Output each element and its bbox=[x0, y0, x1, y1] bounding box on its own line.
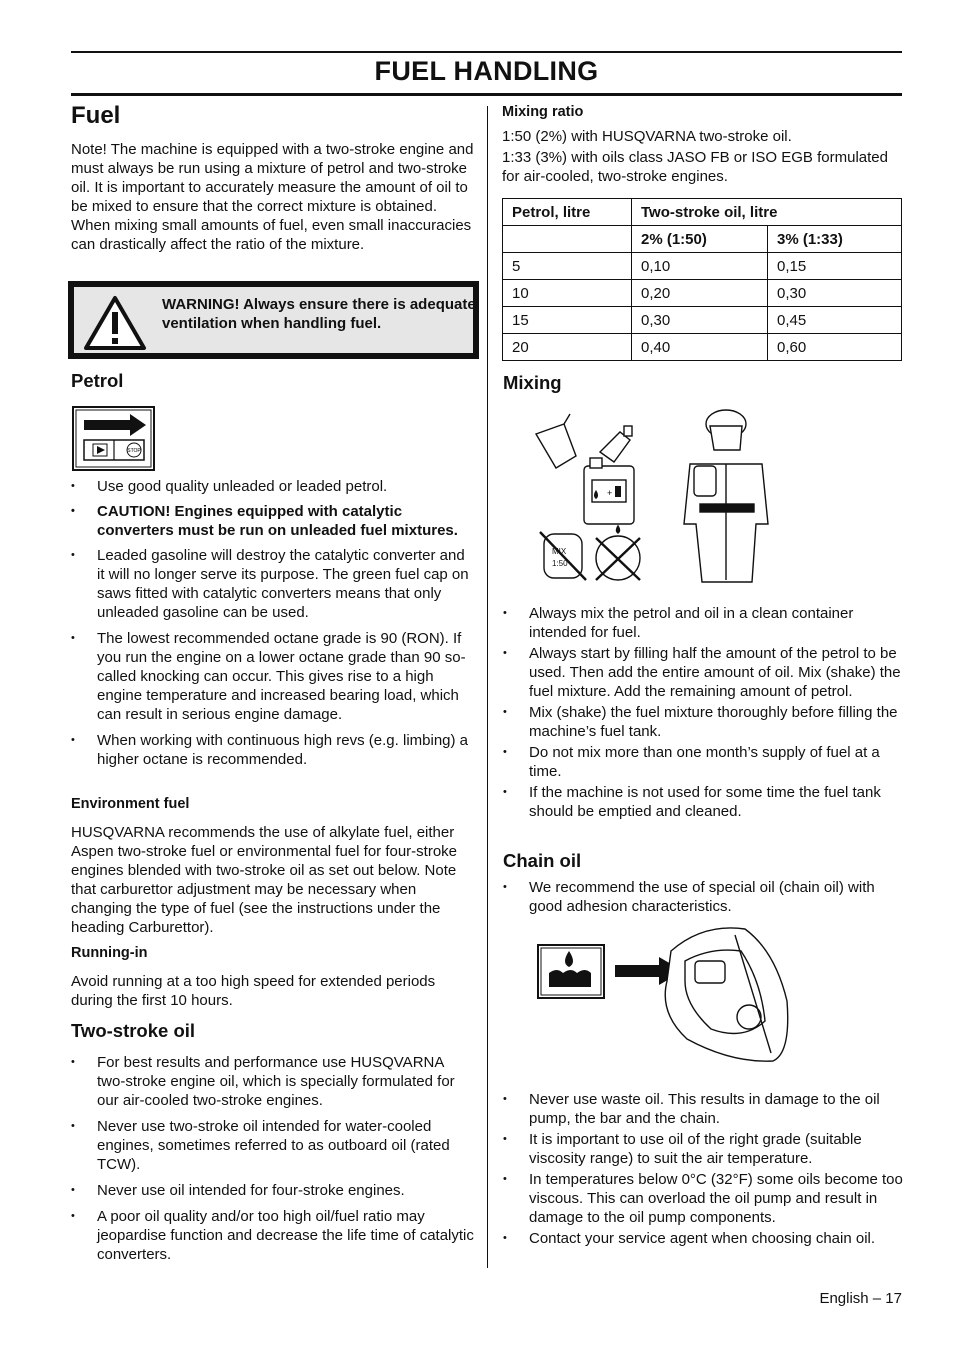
list-item: • Always mix the petrol and oil in a clean container intended for fuel. bbox=[503, 604, 903, 642]
table-cell: 0,30 bbox=[632, 307, 768, 334]
list-item: • We recommend the use of special oil (chain oil) with good adhesion characteristics. bbox=[503, 878, 903, 916]
mixing-ratio-line-1: 1:50 (2%) with HUSQVARNA two-stroke oil. bbox=[502, 128, 792, 145]
list-item: • In temperatures below 0°C (32°F) some oils become too viscous. This can overload the oil pump and result in damage to the oil pump components. bbox=[503, 1170, 903, 1227]
warning-triangle-icon bbox=[83, 294, 147, 352]
mix-label: MIX bbox=[552, 547, 567, 556]
table-cell bbox=[503, 226, 632, 253]
chain-icon bbox=[549, 970, 591, 987]
list-item: • Use good quality unleaded or leaded petrol. bbox=[71, 477, 474, 496]
list-item: • Never use waste oil. This results in damage to the oil pump, the bar and the chain. bbox=[503, 1090, 903, 1128]
table-subheader-row bbox=[503, 226, 902, 253]
list-item: • Do not mix more than one month’s supply of fuel at a time. bbox=[503, 743, 903, 781]
list-item: • A poor oil quality and/or too high oil/fuel ratio may jeopardise function and decrease the life time of catalytic converters. bbox=[71, 1207, 474, 1264]
table-row bbox=[503, 280, 902, 307]
list-item: • Contact your service agent when choosing chain oil. bbox=[503, 1229, 903, 1248]
table-header-cell: Two-stroke oil, litre bbox=[632, 199, 902, 226]
list-item: • Leaded gasoline will destroy the catalytic converter and it will no longer serve its purpose. The green fuel cap on saws fitted with catalytic converters means that only unleaded gasoline can be used. bbox=[71, 546, 474, 622]
list-item: • Never use two-stroke oil intended for water-cooled engines, sometimes referred to as outboard oil (rated TCW). bbox=[71, 1117, 474, 1174]
table-cell: 0,30 bbox=[768, 280, 902, 307]
table-cell: 0,15 bbox=[768, 253, 902, 280]
running-in-heading: Running-in bbox=[71, 945, 148, 961]
page-footer: English – 17 bbox=[819, 1290, 902, 1307]
table-cell: 20 bbox=[503, 334, 632, 361]
two-stroke-oil-bullets bbox=[71, 1053, 474, 1264]
list-item: • Always start by filling half the amount of the petrol to be used. Then add the entire amount of oil. Mix (shake) the fuel mixture. Add the remaining amount of petrol. bbox=[503, 644, 903, 701]
fuel-mixing-illustration bbox=[530, 404, 790, 594]
top-rule bbox=[71, 51, 902, 53]
svg-text:STOP: STOP bbox=[127, 448, 141, 454]
list-item: • CAUTION! Engines equipped with catalytic converters must be run on unleaded fuel mixtures. bbox=[71, 502, 474, 540]
mixing-bullets bbox=[503, 604, 903, 821]
table-cell: 15 bbox=[503, 307, 632, 334]
fuel-heading: Fuel bbox=[71, 102, 121, 129]
fuel-mixture-table bbox=[502, 198, 902, 361]
list-item: • If the machine is not used for some time the fuel tank should be emptied and cleaned. bbox=[503, 783, 903, 821]
table-row bbox=[503, 334, 902, 361]
table-row bbox=[503, 307, 902, 334]
mix-ratio-label: 1:50 bbox=[552, 559, 568, 568]
table-cell: 0,40 bbox=[632, 334, 768, 361]
list-item: • The lowest recommended octane grade is 90 (RON). If you run the engine on a lower octane grade than 90 so-called knocking can occur. This gives rise to a high engine temperature and increased bearing load, which can result in serious engine damage. bbox=[71, 629, 474, 724]
table-header-cell: 2% (1:50) bbox=[632, 226, 768, 253]
warning-box bbox=[68, 281, 479, 359]
mixing-ratio-line-2: 1:33 (3%) with oils class JASO FB or ISO EGB formulated for air-cooled, two-stroke engines. bbox=[502, 149, 888, 185]
environment-fuel-heading: Environment fuel bbox=[71, 796, 190, 812]
fuel-intro: Note! The machine is equipped with a two-stroke engine and must always be run using a mixture of petrol and two-stroke oil. It is important to accurately measure the amount of oil to be mixed to ensure that the correct mixture is obtained. When mixing small amounts of fuel, even small inaccuracies can drastically affect the ratio of the mixture. bbox=[71, 141, 474, 253]
table-cell: 0,10 bbox=[632, 253, 768, 280]
petrol-bullets bbox=[71, 477, 474, 769]
running-in-text: Avoid running at a too high speed for extended periods during the first 10 hours. bbox=[71, 973, 436, 1009]
table-cell: 10 bbox=[503, 280, 632, 307]
chain-oil-heading: Chain oil bbox=[503, 850, 582, 871]
chain-oil-illustration bbox=[535, 921, 795, 1071]
table-header-row bbox=[503, 199, 902, 226]
list-item: • Never use oil intended for four-stroke engines. bbox=[71, 1181, 474, 1200]
chain-oil-intro-bullets bbox=[503, 878, 903, 916]
list-item: • When working with continuous high revs (e.g. limbing) a higher octane is recommended. bbox=[71, 731, 474, 769]
title-underline bbox=[71, 93, 902, 96]
table-cell: 0,60 bbox=[768, 334, 902, 361]
list-item: • It is important to use oil of the right grade (suitable viscosity range) to suit the air temperature. bbox=[503, 1130, 903, 1168]
mixing-ratio-heading: Mixing ratio bbox=[502, 104, 584, 120]
table-cell: 5 bbox=[503, 253, 632, 280]
warning-text: WARNING! Always ensure there is adequate ventilation when handling fuel. bbox=[162, 296, 476, 332]
petrol-heading: Petrol bbox=[71, 370, 124, 391]
svg-text:+: + bbox=[607, 488, 613, 498]
table-cell: 0,20 bbox=[632, 280, 768, 307]
table-cell: 0,45 bbox=[768, 307, 902, 334]
unleaded-fuel-symbol-icon bbox=[72, 406, 155, 471]
page-title: FUEL HANDLING bbox=[374, 56, 599, 86]
list-item: • For best results and performance use HUSQVARNA two-stroke engine oil, which is specially formulated for our air-cooled two-stroke engines. bbox=[71, 1053, 474, 1110]
column-divider bbox=[487, 106, 488, 1268]
chain-oil-bullets bbox=[503, 1090, 903, 1248]
table-row bbox=[503, 253, 902, 280]
mixing-heading: Mixing bbox=[503, 372, 562, 393]
environment-fuel-text: HUSQVARNA recommends the use of alkylate fuel, either Aspen two-stroke fuel or environmental fuel for four-stroke engines blended with two-stroke oil as set out below. Note that carburettor adjustment may be necessary when changing the type of fuel (see the instructions under the heading Carburettor). bbox=[71, 824, 458, 936]
table-header-cell: Petrol, litre bbox=[503, 199, 632, 226]
table-header-cell: 3% (1:33) bbox=[768, 226, 902, 253]
list-item: • Mix (shake) the fuel mixture thoroughly before filling the machine’s fuel tank. bbox=[503, 703, 903, 741]
two-stroke-oil-heading: Two-stroke oil bbox=[71, 1020, 196, 1041]
